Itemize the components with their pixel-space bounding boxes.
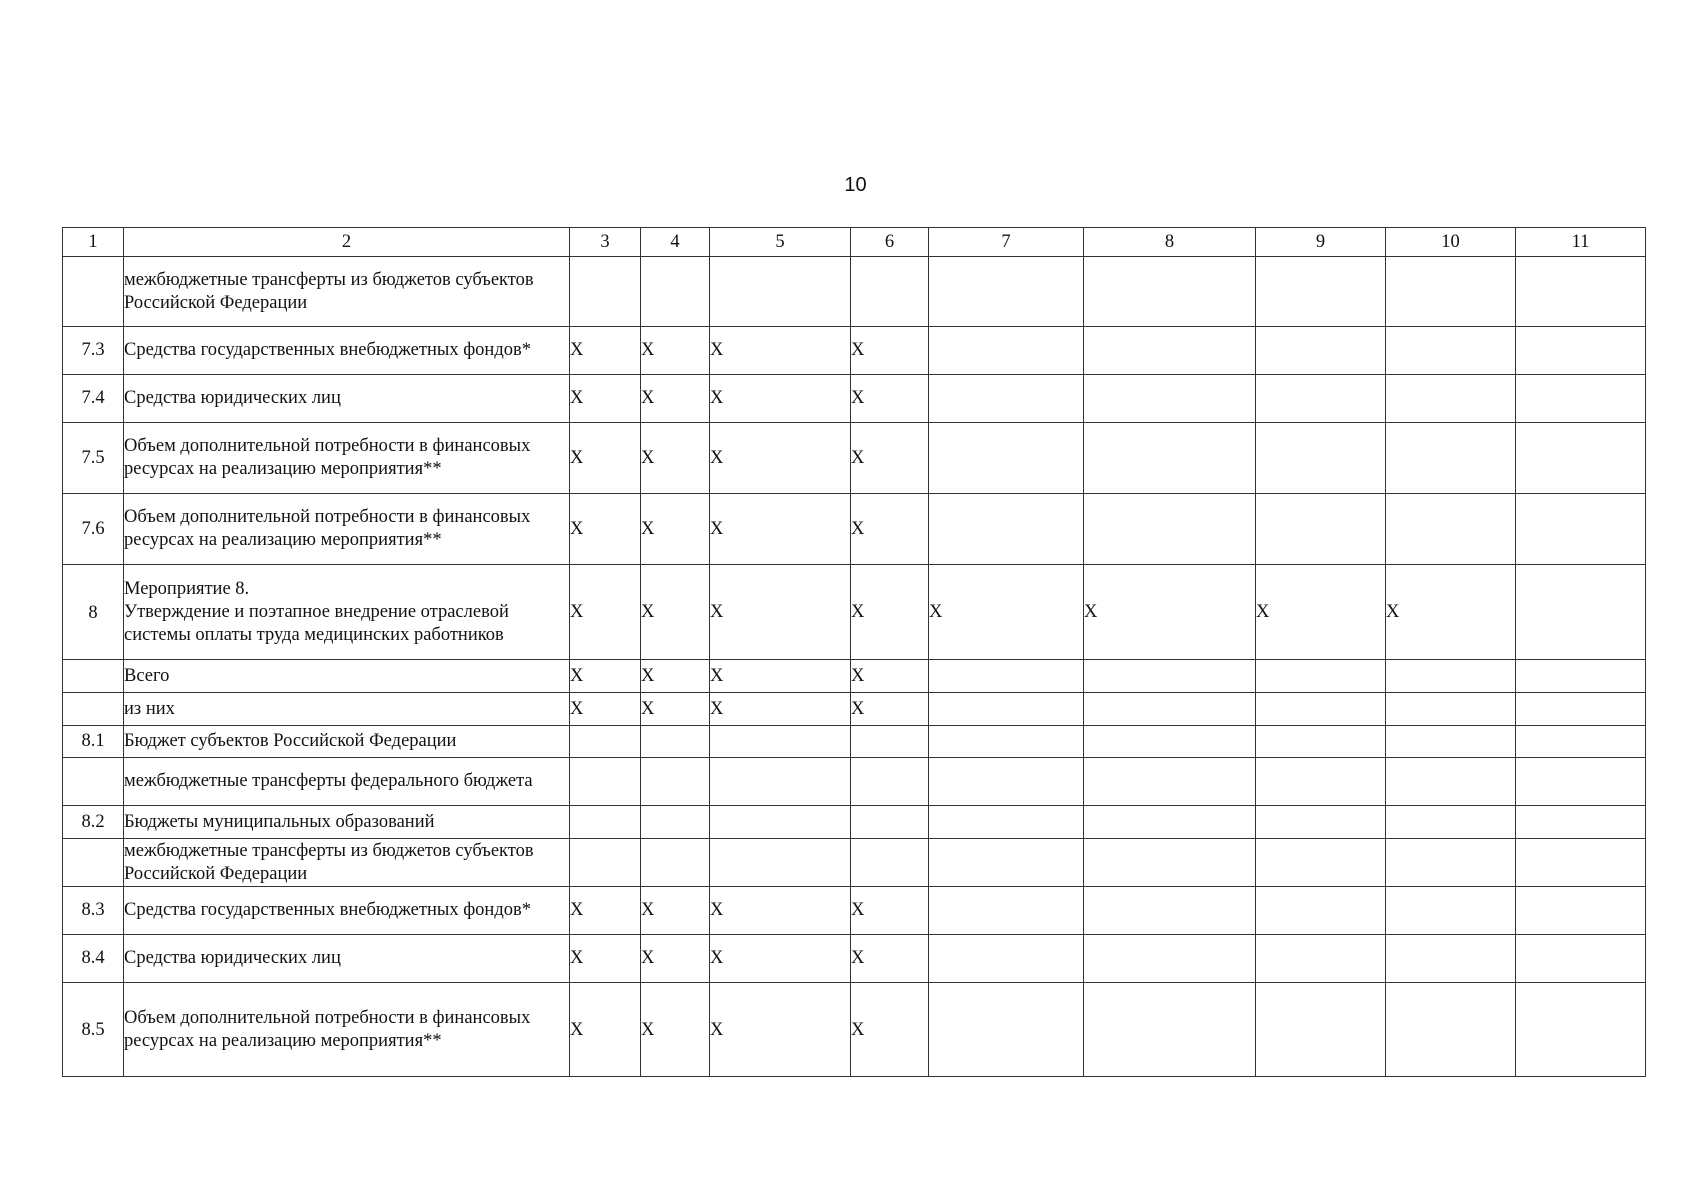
value-cell: [1386, 806, 1516, 839]
value-cell: [710, 806, 851, 839]
value-cell: X: [710, 983, 851, 1077]
value-cell: X: [710, 375, 851, 423]
funding-table: [62, 227, 1646, 1077]
value-cell: [641, 806, 710, 839]
value-cell: [929, 660, 1084, 693]
value-cell: [641, 726, 710, 758]
value-cell: [641, 257, 710, 327]
row-name-cell: Объем дополнительной потребности в финансовых ресурсах на реализацию мероприятия**: [124, 494, 570, 565]
value-cell: [1386, 257, 1516, 327]
value-cell: [1084, 327, 1256, 375]
value-cell: [851, 726, 929, 758]
value-cell: [570, 806, 641, 839]
row-name-cell: межбюджетные трансферты из бюджетов субъектов Российской Федерации: [124, 839, 570, 887]
table-row: [63, 257, 1646, 327]
value-cell: [1084, 257, 1256, 327]
value-cell: [1386, 327, 1516, 375]
value-cell: X: [710, 660, 851, 693]
row-number-cell: 7.3: [63, 327, 124, 375]
value-cell: X: [929, 565, 1084, 660]
value-cell: [1516, 839, 1646, 887]
value-cell: [710, 257, 851, 327]
value-cell: [1084, 375, 1256, 423]
value-cell: [929, 983, 1084, 1077]
value-cell: [851, 839, 929, 887]
value-cell: [1084, 693, 1256, 726]
column-number: 4: [641, 228, 710, 257]
value-cell: [1516, 423, 1646, 494]
value-cell: [851, 257, 929, 327]
value-cell: [929, 758, 1084, 806]
value-cell: [1386, 660, 1516, 693]
value-cell: [1084, 887, 1256, 935]
value-cell: [570, 726, 641, 758]
table-row: [63, 693, 1646, 726]
row-name-cell: Мероприятие 8. Утверждение и поэтапное внедрение отраслевой системы оплаты труда медицинских работников: [124, 565, 570, 660]
value-cell: [641, 758, 710, 806]
row-number-cell: [63, 660, 124, 693]
row-number-cell: 7.4: [63, 375, 124, 423]
page-number: 10: [844, 174, 867, 196]
column-number: 5: [710, 228, 851, 257]
value-cell: [1516, 660, 1646, 693]
row-name-cell: межбюджетные трансферты из бюджетов субъектов Российской Федерации: [124, 257, 570, 327]
table-row: [63, 327, 1646, 375]
value-cell: [1386, 887, 1516, 935]
value-cell: [1256, 887, 1386, 935]
value-cell: [1084, 983, 1256, 1077]
value-cell: X: [710, 565, 851, 660]
value-cell: [1256, 375, 1386, 423]
value-cell: X: [641, 660, 710, 693]
table-row: [63, 935, 1646, 983]
value-cell: [929, 375, 1084, 423]
row-name-cell: Средства юридических лиц: [124, 375, 570, 423]
table-row: [63, 423, 1646, 494]
value-cell: [1516, 887, 1646, 935]
value-cell: [1516, 257, 1646, 327]
value-cell: [1516, 494, 1646, 565]
row-name-cell: Средства юридических лиц: [124, 935, 570, 983]
value-cell: [929, 327, 1084, 375]
row-number-cell: [63, 257, 124, 327]
row-number-cell: [63, 693, 124, 726]
column-number: 7: [929, 228, 1084, 257]
value-cell: [1386, 693, 1516, 726]
value-cell: [1386, 758, 1516, 806]
value-cell: X: [570, 693, 641, 726]
value-cell: [1386, 839, 1516, 887]
value-cell: X: [851, 494, 929, 565]
value-cell: X: [641, 887, 710, 935]
value-cell: X: [641, 375, 710, 423]
value-cell: [1256, 423, 1386, 494]
value-cell: X: [570, 935, 641, 983]
value-cell: [1256, 726, 1386, 758]
value-cell: [929, 806, 1084, 839]
value-cell: [710, 839, 851, 887]
value-cell: [1256, 327, 1386, 375]
value-cell: [1386, 423, 1516, 494]
value-cell: [1256, 693, 1386, 726]
table-row: [63, 660, 1646, 693]
value-cell: [851, 758, 929, 806]
value-cell: [1516, 565, 1646, 660]
value-cell: [929, 887, 1084, 935]
row-name-cell: Средства государственных внебюджетных фондов*: [124, 887, 570, 935]
value-cell: [570, 257, 641, 327]
value-cell: [929, 839, 1084, 887]
table-row: [63, 887, 1646, 935]
value-cell: [570, 758, 641, 806]
value-cell: [929, 494, 1084, 565]
table-row: [63, 758, 1646, 806]
value-cell: [1084, 806, 1256, 839]
value-cell: X: [641, 327, 710, 375]
value-cell: [710, 726, 851, 758]
row-number-cell: 7.6: [63, 494, 124, 565]
value-cell: X: [1256, 565, 1386, 660]
value-cell: [851, 806, 929, 839]
table-row: [63, 726, 1646, 758]
table-row: [63, 375, 1646, 423]
value-cell: X: [851, 327, 929, 375]
value-cell: [1516, 327, 1646, 375]
column-number: 2: [124, 228, 570, 257]
value-cell: X: [641, 693, 710, 726]
value-cell: [1084, 839, 1256, 887]
row-name-cell: Объем дополнительной потребности в финансовых ресурсах на реализацию мероприятия**: [124, 423, 570, 494]
value-cell: X: [710, 693, 851, 726]
value-cell: X: [851, 565, 929, 660]
column-number: 3: [570, 228, 641, 257]
value-cell: X: [641, 935, 710, 983]
value-cell: X: [570, 565, 641, 660]
value-cell: X: [851, 423, 929, 494]
value-cell: X: [1084, 565, 1256, 660]
value-cell: X: [570, 494, 641, 565]
table-row: [63, 983, 1646, 1077]
value-cell: X: [570, 423, 641, 494]
value-cell: [1084, 726, 1256, 758]
value-cell: X: [710, 423, 851, 494]
value-cell: [1516, 806, 1646, 839]
column-number: 1: [63, 228, 124, 257]
value-cell: X: [710, 935, 851, 983]
row-number-cell: [63, 758, 124, 806]
value-cell: [929, 423, 1084, 494]
row-name-cell: Бюджеты муниципальных образований: [124, 806, 570, 839]
value-cell: X: [710, 327, 851, 375]
row-number-cell: 8.5: [63, 983, 124, 1077]
value-cell: [1256, 806, 1386, 839]
value-cell: [710, 758, 851, 806]
value-cell: [1516, 758, 1646, 806]
value-cell: X: [570, 887, 641, 935]
row-name-cell: Объем дополнительной потребности в финансовых ресурсах на реализацию мероприятия**: [124, 983, 570, 1077]
value-cell: [1084, 494, 1256, 565]
row-number-cell: 8.1: [63, 726, 124, 758]
table-row: [63, 565, 1646, 660]
column-number-header-row: [63, 228, 1646, 257]
row-name-cell: из них: [124, 693, 570, 726]
value-cell: X: [570, 983, 641, 1077]
column-number: 8: [1084, 228, 1256, 257]
value-cell: X: [851, 693, 929, 726]
value-cell: [641, 839, 710, 887]
value-cell: X: [710, 887, 851, 935]
column-number: 11: [1516, 228, 1646, 257]
row-name-cell: межбюджетные трансферты федерального бюджета: [124, 758, 570, 806]
row-name-cell: Средства государственных внебюджетных фондов*: [124, 327, 570, 375]
value-cell: [1516, 983, 1646, 1077]
value-cell: [1084, 660, 1256, 693]
row-name-cell: Бюджет субъектов Российской Федерации: [124, 726, 570, 758]
value-cell: X: [641, 423, 710, 494]
row-number-cell: [63, 839, 124, 887]
row-number-cell: 8: [63, 565, 124, 660]
value-cell: [1386, 494, 1516, 565]
value-cell: [570, 839, 641, 887]
value-cell: [1516, 726, 1646, 758]
value-cell: [1256, 839, 1386, 887]
value-cell: [929, 726, 1084, 758]
table-row: [63, 806, 1646, 839]
row-number-cell: 8.4: [63, 935, 124, 983]
value-cell: [1256, 983, 1386, 1077]
value-cell: [929, 935, 1084, 983]
value-cell: [1516, 693, 1646, 726]
value-cell: X: [851, 375, 929, 423]
value-cell: X: [641, 565, 710, 660]
value-cell: X: [851, 887, 929, 935]
value-cell: [1256, 494, 1386, 565]
column-number: 9: [1256, 228, 1386, 257]
value-cell: [1516, 375, 1646, 423]
column-number: 6: [851, 228, 929, 257]
value-cell: [1256, 935, 1386, 983]
table-body: [63, 257, 1646, 1077]
table-row: [63, 494, 1646, 565]
value-cell: X: [851, 660, 929, 693]
value-cell: [1256, 758, 1386, 806]
row-number-cell: 7.5: [63, 423, 124, 494]
value-cell: X: [1386, 565, 1516, 660]
value-cell: X: [851, 935, 929, 983]
value-cell: X: [641, 983, 710, 1077]
value-cell: [1516, 935, 1646, 983]
column-number: 10: [1386, 228, 1516, 257]
value-cell: [1386, 375, 1516, 423]
value-cell: [1084, 423, 1256, 494]
value-cell: X: [710, 494, 851, 565]
value-cell: X: [641, 494, 710, 565]
value-cell: [1256, 660, 1386, 693]
value-cell: [1084, 935, 1256, 983]
value-cell: [1256, 257, 1386, 327]
value-cell: X: [570, 660, 641, 693]
value-cell: X: [570, 375, 641, 423]
value-cell: [1084, 758, 1256, 806]
value-cell: [929, 693, 1084, 726]
value-cell: [1386, 983, 1516, 1077]
row-name-cell: Всего: [124, 660, 570, 693]
value-cell: [1386, 935, 1516, 983]
row-number-cell: 8.2: [63, 806, 124, 839]
table-row: [63, 839, 1646, 887]
value-cell: [1386, 726, 1516, 758]
value-cell: X: [570, 327, 641, 375]
row-number-cell: 8.3: [63, 887, 124, 935]
value-cell: X: [851, 983, 929, 1077]
value-cell: [929, 257, 1084, 327]
